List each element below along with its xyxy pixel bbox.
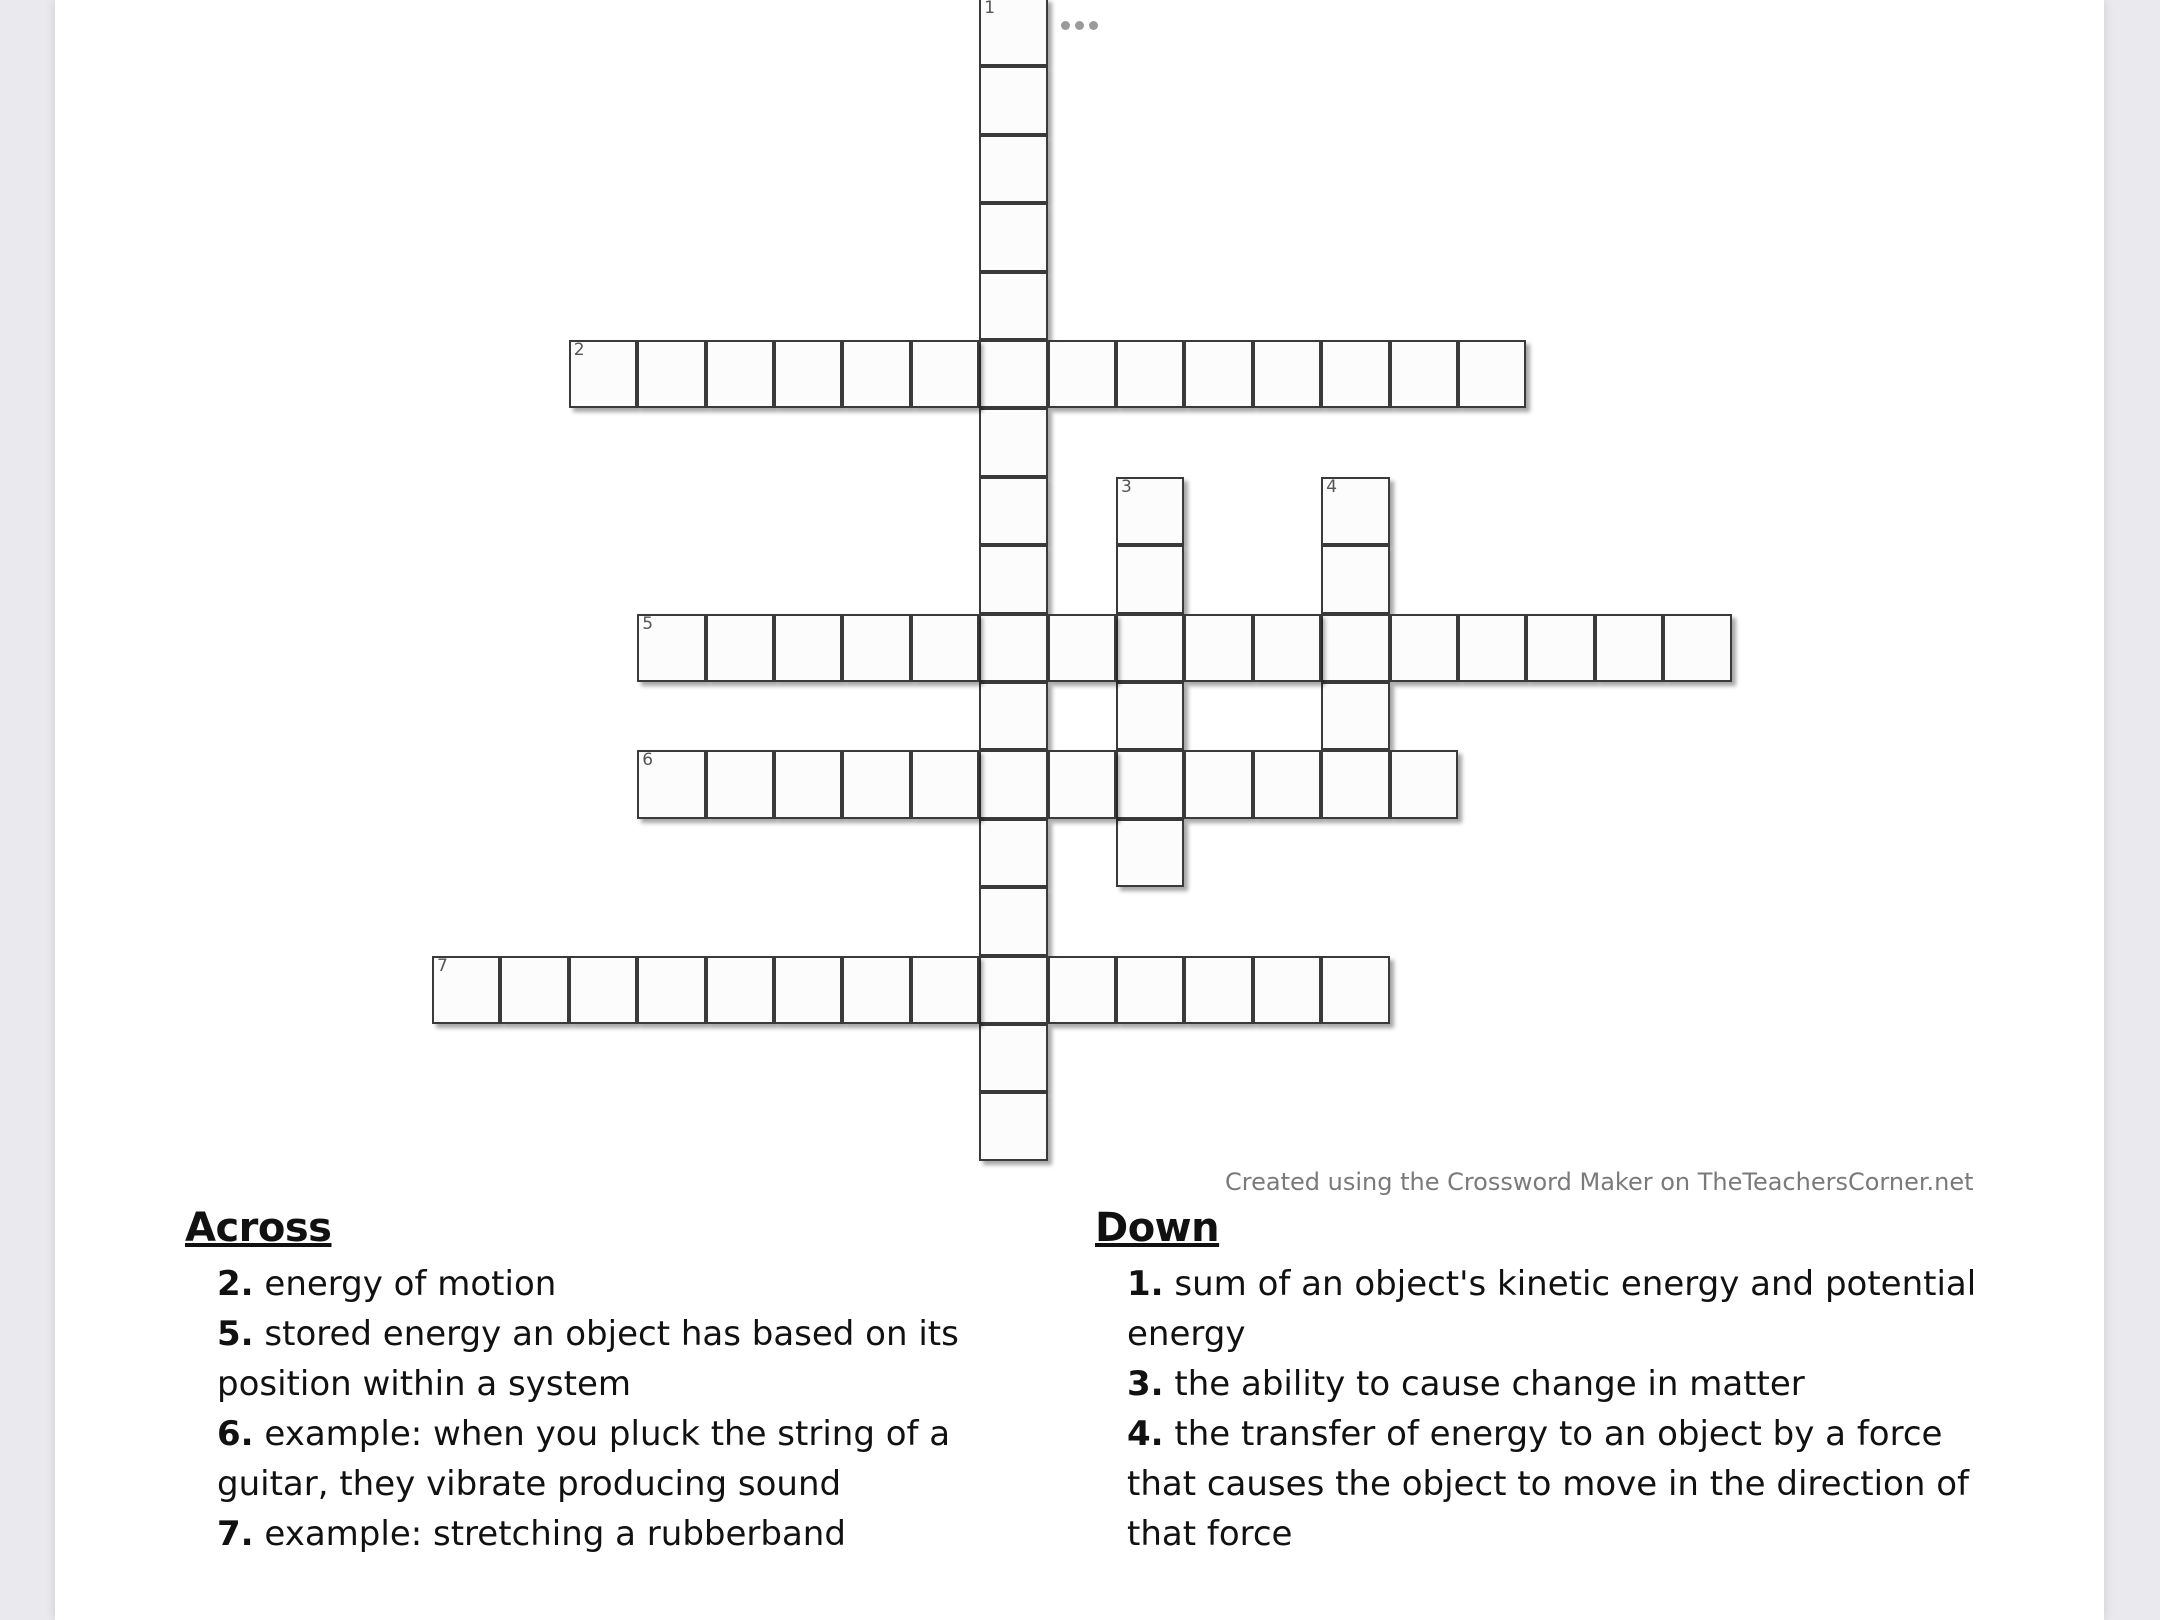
grid-cell[interactable] — [1048, 956, 1116, 1024]
grid-cell[interactable] — [1116, 750, 1184, 818]
grid-cell[interactable] — [1184, 614, 1252, 682]
clue-number-label: 2 — [573, 340, 585, 360]
grid-cell[interactable] — [1595, 614, 1663, 682]
grid-cell[interactable] — [1116, 682, 1184, 750]
grid-cell[interactable] — [979, 477, 1047, 545]
grid-cell[interactable] — [1321, 750, 1389, 818]
clue-text: the ability to cause change in matter — [1174, 1364, 1805, 1404]
grid-cell[interactable] — [979, 956, 1047, 1024]
clue-number: 3 — [1127, 1364, 1151, 1404]
grid-cell[interactable] — [1116, 956, 1184, 1024]
grid-cell[interactable] — [911, 750, 979, 818]
grid-cell[interactable] — [979, 203, 1047, 271]
clue-number: 1 — [1127, 1264, 1151, 1304]
grid-cell[interactable] — [774, 956, 842, 1024]
across-clue: 7. example: stretching a rubberband — [217, 1514, 846, 1554]
clue-number-label: 4 — [1326, 476, 1338, 497]
grid-cell[interactable] — [569, 340, 637, 408]
grid-cell[interactable] — [1390, 750, 1458, 818]
grid-cell[interactable] — [1390, 614, 1458, 682]
grid-cell[interactable] — [979, 614, 1047, 682]
grid-cell[interactable] — [1253, 750, 1321, 818]
down-heading: Down — [1095, 1205, 1220, 1251]
grid-cell[interactable] — [1458, 340, 1526, 408]
grid-cell[interactable] — [1116, 477, 1184, 545]
grid-cell[interactable] — [1526, 614, 1594, 682]
clue-text: example: when you pluck the string of a guitar, they vibrate producing sound — [217, 1414, 951, 1504]
grid-cell[interactable] — [979, 545, 1047, 613]
grid-cell[interactable] — [774, 340, 842, 408]
clue-text: stored energy an object has based on its position within a system — [217, 1314, 959, 1404]
grid-cell[interactable] — [1321, 614, 1389, 682]
across-clue: 5. stored energy an object has based on its position within a system — [217, 1314, 959, 1404]
grid-cell[interactable] — [1048, 340, 1116, 408]
clue-number-label: 3 — [1121, 476, 1132, 497]
clue-text: example: stretching a rubberband — [264, 1514, 846, 1554]
grid-cell[interactable] — [1253, 614, 1321, 682]
grid-cell[interactable] — [637, 340, 705, 408]
down-clue: 3. the ability to cause change in matter — [1127, 1364, 1805, 1404]
grid-cell[interactable] — [1321, 682, 1389, 750]
grid-cell[interactable] — [706, 340, 774, 408]
clue-text: energy of motion — [264, 1264, 557, 1304]
grid-cell[interactable] — [569, 956, 637, 1024]
grid-cell[interactable] — [1253, 340, 1321, 408]
grid-cell[interactable] — [1321, 956, 1389, 1024]
clue-number-label: 1 — [984, 0, 996, 18]
grid-cell[interactable] — [1184, 340, 1252, 408]
grid-cell[interactable] — [1116, 340, 1184, 408]
grid-cell[interactable] — [1253, 956, 1321, 1024]
grid-cell[interactable] — [979, 1092, 1047, 1160]
grid-cell[interactable] — [979, 1024, 1047, 1092]
grid-cell[interactable] — [842, 956, 910, 1024]
across-clues — [185, 1205, 1065, 1559]
grid-cell[interactable] — [842, 340, 910, 408]
clue-number: 2 — [217, 1264, 241, 1304]
clue-number: 4 — [1127, 1414, 1151, 1454]
grid-cell[interactable] — [706, 614, 774, 682]
grid-cell[interactable] — [842, 750, 910, 818]
grid-cell[interactable] — [1116, 614, 1184, 682]
grid-cell[interactable] — [911, 614, 979, 682]
clue-text: the transfer of energy to an object by a force that causes the object to move in the direction of that force — [1127, 1414, 1969, 1554]
grid-cell[interactable] — [979, 0, 1047, 66]
grid-cell[interactable] — [637, 614, 705, 682]
across-clue: 2. energy of motion — [217, 1264, 557, 1304]
grid-cell[interactable] — [432, 956, 500, 1024]
grid-cell[interactable] — [706, 956, 774, 1024]
clue-number-label: 7 — [437, 955, 448, 976]
grid-cell[interactable] — [500, 956, 568, 1024]
grid-cell[interactable] — [637, 750, 705, 818]
clue-number: 7 — [217, 1514, 241, 1554]
across-heading: Across — [185, 1205, 332, 1251]
grid-cell[interactable] — [1116, 819, 1184, 887]
across-clue: 6. example: when you pluck the string of a guitar, they vibrate producing sound — [217, 1414, 951, 1504]
grid-cell[interactable] — [1458, 614, 1526, 682]
grid-cell[interactable] — [979, 135, 1047, 203]
grid-cell[interactable] — [637, 956, 705, 1024]
clue-text: sum of an object's kinetic energy and potential energy — [1127, 1264, 1977, 1354]
grid-cell[interactable] — [911, 956, 979, 1024]
grid-cell[interactable] — [1184, 750, 1252, 818]
grid-cell[interactable] — [979, 887, 1047, 955]
grid-cell[interactable] — [842, 614, 910, 682]
grid-cell[interactable] — [1321, 545, 1389, 613]
grid-cell[interactable] — [911, 340, 979, 408]
grid-cell[interactable] — [1116, 545, 1184, 613]
grid-cell[interactable] — [979, 66, 1047, 134]
grid-cell[interactable] — [1048, 614, 1116, 682]
grid-cell[interactable] — [1663, 614, 1731, 682]
clue-number: 6 — [217, 1414, 241, 1454]
grid-cell[interactable] — [979, 819, 1047, 887]
clue-number-label: 6 — [642, 750, 654, 771]
grid-cell[interactable] — [979, 750, 1047, 818]
grid-cell[interactable] — [1321, 340, 1389, 408]
down-clue: 1. sum of an object's kinetic energy and potential energy — [1127, 1264, 1977, 1354]
down-clue: 4. the transfer of energy to an object by a force that causes the object to move in the direction of that force — [1127, 1414, 1969, 1554]
grid-cell[interactable] — [1184, 956, 1252, 1024]
grid-cell[interactable] — [1048, 750, 1116, 818]
grid-cell[interactable] — [1321, 477, 1389, 545]
grid-cell[interactable] — [1390, 340, 1458, 408]
grid-cell[interactable] — [979, 272, 1047, 340]
credit-line: Created using the Crossword Maker on TheTeachersCorner.net — [1225, 1168, 1974, 1196]
grid-cell[interactable] — [706, 750, 774, 818]
clue-number-label: 5 — [642, 613, 654, 634]
clue-number: 5 — [217, 1314, 241, 1354]
grid-cell[interactable] — [979, 408, 1047, 476]
grid-cell[interactable] — [979, 682, 1047, 750]
down-clues — [1095, 1205, 1995, 1559]
grid-cell[interactable] — [774, 614, 842, 682]
grid-cell[interactable] — [979, 340, 1047, 408]
grid-cell[interactable] — [774, 750, 842, 818]
